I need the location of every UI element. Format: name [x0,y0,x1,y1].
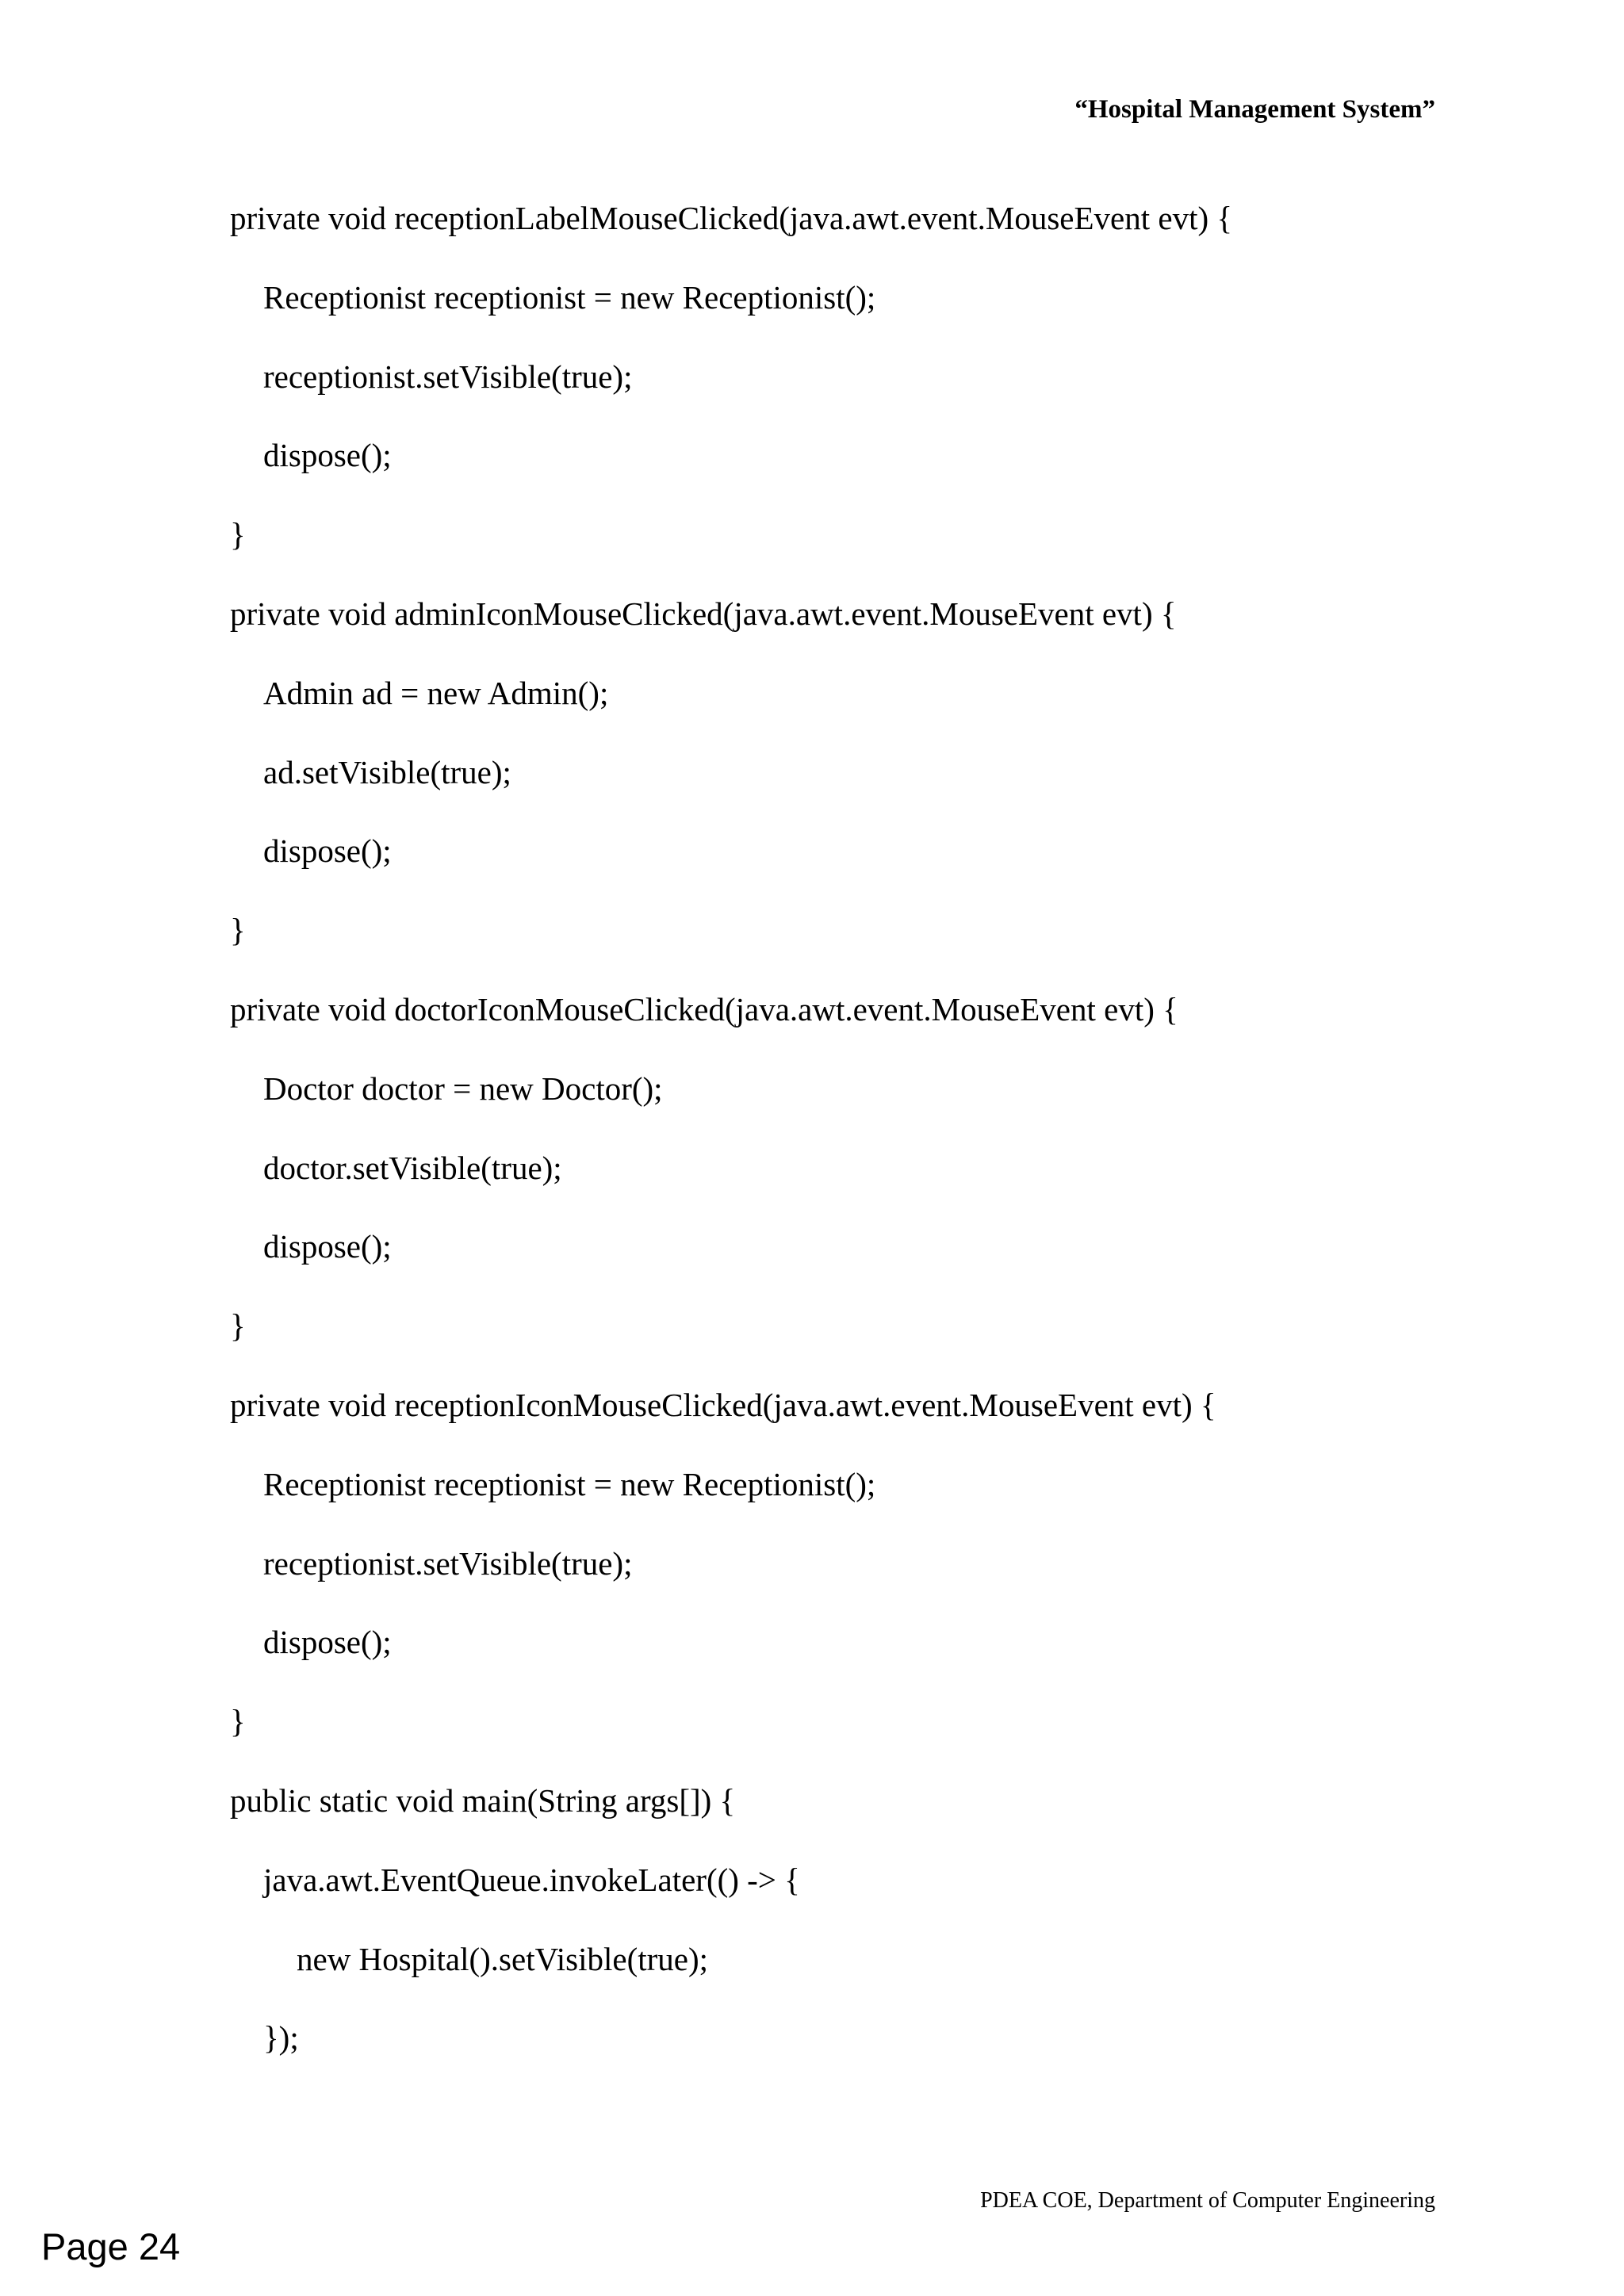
document-header-title: “Hospital Management System” [1074,95,1435,124]
code-line: Receptionist receptionist = new Receptionist(); [263,1465,876,1502]
code-line: receptionist.setVisible(true); [263,1544,633,1582]
code-line: Receptionist receptionist = new Receptionist(); [263,278,876,316]
code-line: dispose(); [263,1228,392,1265]
code-line: dispose(); [263,1624,392,1661]
code-line: private void receptionIconMouseClicked(java.awt.event.MouseEvent evt) { [230,1386,1216,1423]
code-line: private void receptionLabelMouseClicked(java.awt.event.MouseEvent evt) { [230,200,1233,236]
code-line: ad.setVisible(true); [263,753,511,790]
code-line: public static void main(String args[]) { [230,1781,736,1819]
code-line: }); [263,2019,299,2057]
code-line: dispose(); [263,437,392,474]
code-line: Admin ad = new Admin(); [263,674,609,711]
code-line: Doctor doctor = new Doctor(); [263,1070,663,1107]
code-line: private void adminIconMouseClicked(java.awt.event.MouseEvent evt) { [230,595,1177,632]
page-number: Page 24 [41,2225,181,2267]
code-listing [230,195,1467,2094]
code-line: java.awt.EventQueue.invokeLater(() -> { [263,1861,800,1898]
code-line: receptionist.setVisible(true); [263,358,633,395]
code-line: doctor.setVisible(true); [263,1149,562,1186]
code-line: } [230,1703,246,1740]
code-line: dispose(); [263,832,392,870]
footer-institution: PDEA COE, Department of Computer Engineering [980,2188,1435,2213]
code-line: } [230,1307,246,1345]
code-line: } [230,516,246,553]
code-line: } [230,912,246,949]
code-line: private void doctorIconMouseClicked(java.awt.event.MouseEvent evt) { [230,990,1178,1027]
code-line: new Hospital().setVisible(true); [297,1940,709,1977]
